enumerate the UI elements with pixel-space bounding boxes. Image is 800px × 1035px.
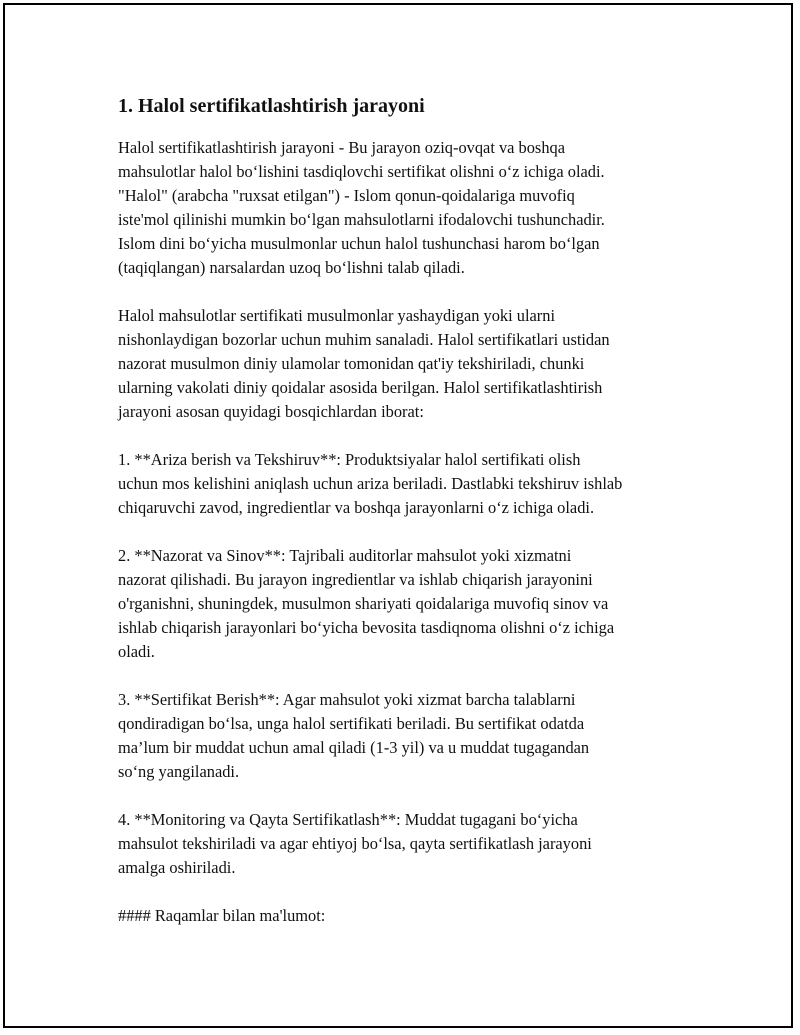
document-title: 1. Halol sertifikatlashtirish jarayoni: [118, 95, 425, 117]
paragraph-step-2: [118, 544, 688, 664]
paragraph-subheading: [118, 904, 688, 928]
text-line: nazorat qilishadi. Bu jarayon ingredientlar va ishlab chiqarish jarayonini: [118, 570, 593, 589]
text-line: "Halol" (arabcha "ruxsat etilgan") - Islom qonun-qoidalariga muvofiq: [118, 186, 575, 205]
text-line: nishonlaydigan bozorlar uchun muhim sanaladi. Halol sertifikatlari ustidan: [118, 330, 610, 349]
paragraph-step-4: [118, 808, 688, 880]
text-line: so‘ng yangilanadi.: [118, 762, 240, 781]
text-line: o'rganishni, shuningdek, musulmon shariyati qoidalariga muvofiq sinov va: [118, 594, 609, 613]
text-line: 1. **Ariza berish va Tekshiruv**: Produktsiyalar halol sertifikati olish: [118, 450, 581, 469]
text-line: mahsulot tekshiriladi va agar ehtiyoj bo‘lsa, qayta sertifikatlash jarayoni: [118, 834, 592, 853]
text-line: 3. **Sertifikat Berish**: Agar mahsulot yoki xizmat barcha talablarni: [118, 690, 576, 709]
text-line: 4. **Monitoring va Qayta Sertifikatlash**: Muddat tugagani bo‘yicha: [118, 810, 578, 829]
paragraph-intro: [118, 136, 688, 280]
text-line: 2. **Nazorat va Sinov**: Tajribali auditorlar mahsulot yoki xizmatni: [118, 546, 572, 565]
paragraph-step-1: [118, 448, 688, 520]
text-line: amalga oshiriladi.: [118, 858, 236, 877]
text-line: ishlab chiqarish jarayonlari bo‘yicha bevosita tasdiqnoma olishni o‘z ichiga: [118, 618, 615, 637]
text-line: chiqaruvchi zavod, ingredientlar va boshqa jarayonlarni o‘z ichiga oladi.: [118, 498, 595, 517]
text-line: Halol sertifikatlashtirish jarayoni - Bu jarayon oziq-ovqat va boshqa: [118, 138, 565, 157]
text-line: ma’lum bir muddat uchun amal qiladi (1-3 yil) va u muddat tugagandan: [118, 738, 590, 757]
text-line: uchun mos kelishini aniqlash uchun ariza beriladi. Dastlabki tekshiruv ishlab: [118, 474, 623, 493]
text-line: nazorat musulmon diniy ulamolar tomonidan qat'iy tekshiriladi, chunki: [118, 354, 585, 373]
text-line: iste'mol qilinishi mumkin bo‘lgan mahsulotlarni ifodalovchi tushunchadir.: [118, 210, 605, 229]
text-line: qondiradigan bo‘lsa, unga halol sertifikati beriladi. Bu sertifikat odatda: [118, 714, 585, 733]
paragraph-step-3: [118, 688, 688, 784]
text-line: mahsulotlar halol bo‘lishini tasdiqlovchi sertifikat olishni o‘z ichiga oladi.: [118, 162, 605, 181]
text-line: ularning vakolati diniy qoidalar asosida berilgan. Halol sertifikatlashtirish: [118, 378, 603, 397]
text-line: #### Raqamlar bilan ma'lumot:: [118, 906, 326, 925]
text-line: oladi.: [118, 642, 155, 661]
text-line: jarayoni asosan quyidagi bosqichlardan iborat:: [118, 402, 424, 421]
document-body: [118, 92, 688, 928]
text-line: Halol mahsulotlar sertifikati musulmonlar yashaydigan yoki ularni: [118, 306, 555, 325]
paragraph-market-importance: [118, 304, 688, 424]
text-line: Islom dini bo‘yicha musulmonlar uchun halol tushunchasi harom bo‘lgan: [118, 234, 600, 253]
text-line: (taqiqlangan) narsalardan uzoq bo‘lishni talab qiladi.: [118, 258, 465, 277]
